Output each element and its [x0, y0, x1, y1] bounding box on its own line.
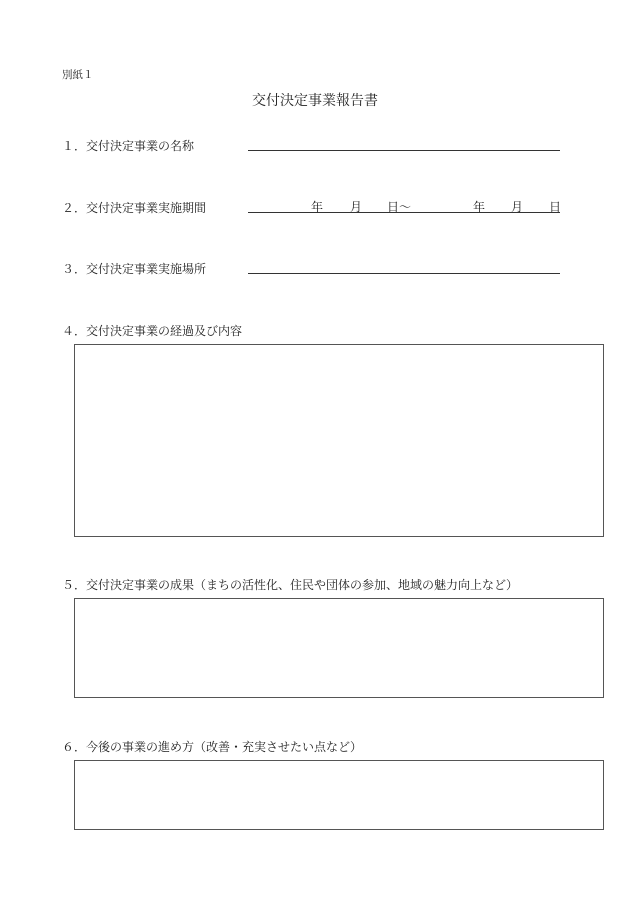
- end-year-label: 年: [473, 200, 486, 214]
- start-year-label: 年: [311, 200, 324, 214]
- end-day-label: 日: [549, 200, 562, 214]
- attachment-label: 別紙１: [62, 69, 94, 81]
- item-4-label: ４．交付決定事業の経過及び内容: [62, 324, 243, 338]
- document-title: 交付決定事業報告書: [252, 93, 378, 109]
- item-5-label: ５．交付決定事業の成果（まちの活性化、住民や団体の参加、地域の魅力向上など）: [62, 578, 519, 592]
- item-2-label: ２．交付決定事業実施期間: [62, 201, 207, 215]
- implementation-place-field[interactable]: [248, 273, 560, 274]
- results-box[interactable]: [74, 598, 604, 698]
- item-1-label: １．交付決定事業の名称: [62, 139, 195, 153]
- start-month-label: 月: [350, 200, 363, 214]
- end-month-label: 月: [511, 200, 524, 214]
- item-6-label: ６．今後の事業の進め方（改善・充実させたい点など）: [62, 740, 363, 754]
- future-plan-box[interactable]: [74, 760, 604, 830]
- progress-content-box[interactable]: [74, 344, 604, 537]
- item-3-label: ３．交付決定事業実施場所: [62, 262, 207, 276]
- start-day-label: 日～: [387, 200, 412, 214]
- event-name-field[interactable]: [248, 150, 560, 151]
